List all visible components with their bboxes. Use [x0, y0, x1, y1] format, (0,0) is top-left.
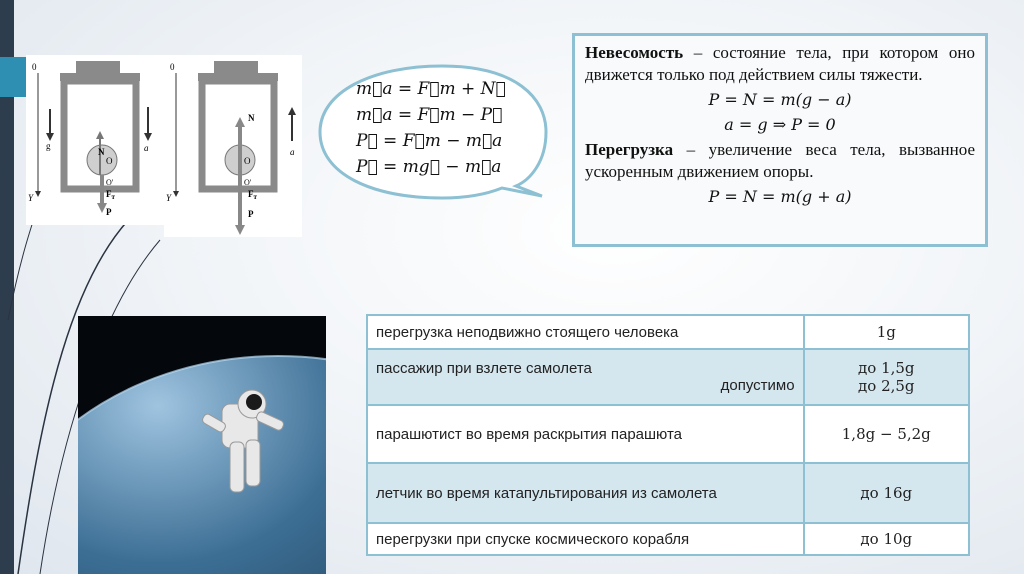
label-n: N	[248, 113, 255, 123]
label-o: O	[106, 156, 113, 166]
elevator-figure-left	[26, 55, 164, 225]
situation-cell: перегрузки при спуске космического корабля	[367, 523, 804, 555]
situation-cell: пассажир при взлете самолета допустимо	[367, 349, 804, 405]
situation-cell: перегрузка неподвижно стоящего человека	[367, 315, 804, 349]
equation-1: P = N = m(g − a)	[708, 90, 852, 109]
weightlessness-definition	[585, 42, 975, 86]
label-a: a	[290, 147, 295, 157]
astronaut-photo	[78, 316, 326, 574]
overload-definition	[585, 139, 975, 183]
label-a: a	[144, 143, 149, 153]
astronaut-image	[78, 316, 326, 574]
value-cell: до 1,5g до 2,5g	[804, 349, 969, 405]
situation-cell: летчик во время катапультирования из самолета	[367, 463, 804, 523]
label-y: Y	[28, 193, 34, 203]
weightlessness-term: Невесомость	[585, 43, 684, 62]
formula-1: m⃗a = F⃗т + N⃗	[356, 79, 506, 99]
situation-cell: парашютист во время раскрытия парашюта	[367, 405, 804, 463]
table-row	[367, 523, 969, 555]
overload-text: – увеличение веса тела, вызванное ускоренным движением опоры.	[585, 140, 975, 181]
equation-3: P = N = m(g + a)	[708, 187, 852, 206]
elevator-figure-right	[164, 55, 302, 237]
label-ft: $F_т$	[106, 189, 115, 201]
label-g: g	[46, 141, 51, 151]
overload-term: Перегрузка	[585, 140, 674, 159]
weightlessness-text: – состояние тела, при котором оно движется только под действием силы тяжести.	[585, 43, 975, 84]
label-p: P	[248, 209, 254, 219]
value-cell: до 10g	[804, 523, 969, 555]
formula-3: P⃗ = F⃗т − m⃗a	[356, 131, 503, 151]
formula-4: P⃗ = mg⃗ − m⃗a	[356, 157, 502, 177]
definitions-box	[572, 33, 988, 247]
value-cell: до 16g	[804, 463, 969, 523]
equation-2: a = g ⇒ P = 0	[724, 115, 836, 134]
label-p: P	[106, 207, 112, 217]
formula-bubble	[316, 62, 568, 212]
value-cell: 1g	[804, 315, 969, 349]
label-n: N	[98, 147, 105, 157]
label-o-prime: O'	[244, 178, 252, 187]
overload-table	[366, 314, 970, 556]
elevator-diagram-right	[164, 55, 302, 237]
label-o: O	[244, 156, 251, 166]
formula-2: m⃗a = F⃗т − P⃗	[356, 105, 503, 125]
elevator-diagram-left	[26, 55, 164, 225]
value-cell: 1,8g − 5,2g	[804, 405, 969, 463]
table-row	[367, 349, 969, 405]
table-row	[367, 463, 969, 523]
label-y: Y	[166, 193, 172, 203]
table-row	[367, 405, 969, 463]
label-ft: $F_т$	[248, 189, 257, 201]
label-o-prime: O'	[106, 178, 114, 187]
label-zero: 0	[32, 62, 37, 72]
table-row	[367, 315, 969, 349]
label-zero: 0	[170, 62, 175, 72]
formula-list	[356, 76, 536, 180]
